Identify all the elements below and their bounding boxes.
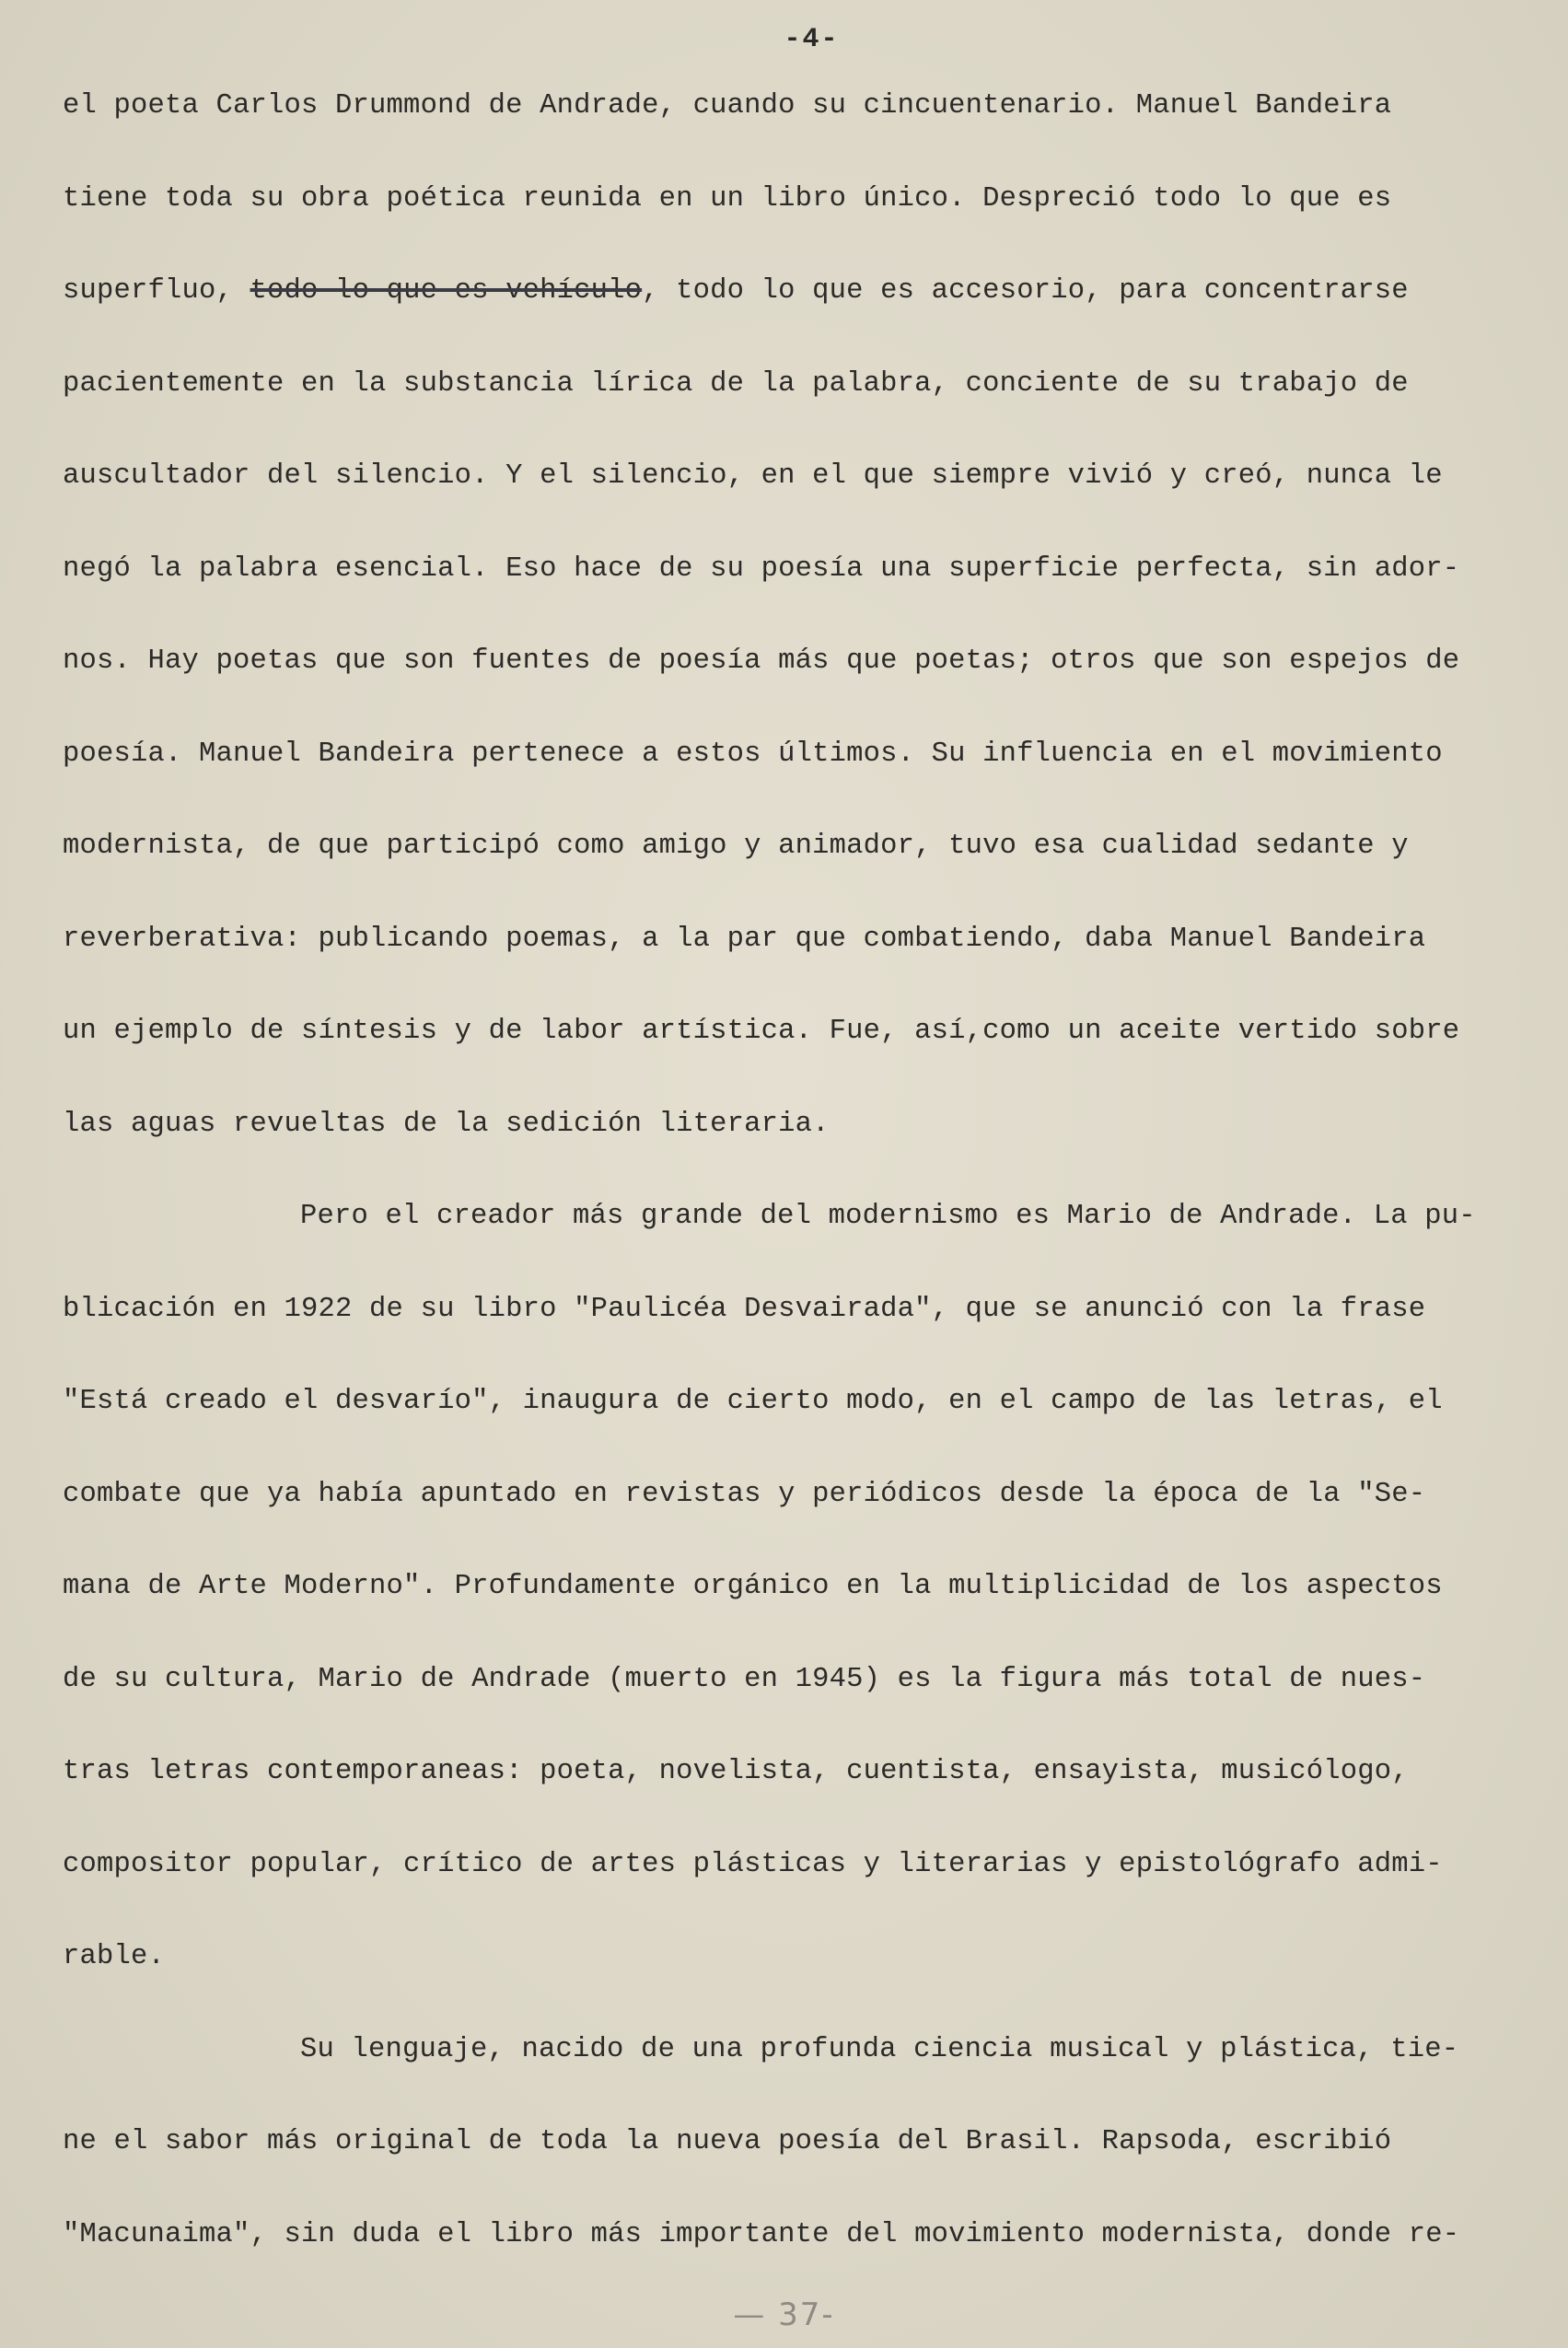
- text-line: reverberativa: publicando poemas, a la par que combatiendo, daba Manuel Bandeira: [63, 923, 1426, 955]
- text-line: rable.: [63, 1941, 166, 1972]
- text-segment: superfluo,: [63, 275, 250, 307]
- text-line: compositor popular, crítico de artes plásticas y literarias y epistológrafo admi-: [63, 1848, 1443, 1880]
- text-line: las aguas revueltas de la sedición literaria.: [63, 1108, 830, 1140]
- page-number: -4-: [784, 24, 840, 55]
- text-line: blicación en 1922 de su libro "Paulicéa Desvairada", que se anunció con la frase: [63, 1293, 1426, 1325]
- text-line: mana de Arte Moderno". Profundamente orgánico en la multiplicidad de los aspectos: [63, 1571, 1443, 1602]
- text-line-with-strikeout: [63, 268, 1563, 361]
- text-line: modernista, de que participó como amigo y animador, tuvo esa cualidad sedante y: [63, 831, 1409, 862]
- struck-out-text: todo lo que es vehículo: [250, 275, 643, 307]
- paragraph-first-line: Pero el creador más grande del modernismo es Mario de Andrade. La pu-: [300, 1201, 1476, 1232]
- text-line: de su cultura, Mario de Andrade (muerto en 1945) es la figura más total de nues-: [63, 1663, 1426, 1695]
- text-line: "Está creado el desvarío", inaugura de cierto modo, en el campo de las letras, el: [63, 1386, 1443, 1417]
- text-line: auscultador del silencio. Y el silencio, en el que siempre vivió y creó, nunca le: [63, 460, 1443, 492]
- text-line: poesía. Manuel Bandeira pertenece a estos últimos. Su influencia en el movimiento: [63, 738, 1443, 770]
- text-line: pacientemente en la substancia lírica de la palabra, conciente de su trabajo de: [63, 367, 1409, 400]
- text-segment: , todo lo que es accesorio, para concentrarse: [642, 275, 1409, 307]
- text-line: combate que ya había apuntado en revistas y periódicos desde la época de la "Se-: [63, 1478, 1426, 1510]
- text-line: el poeta Carlos Drummond de Andrade, cuando su cincuentenario. Manuel Bandeira: [63, 90, 1392, 122]
- text-line: nos. Hay poetas que son fuentes de poesía más que poetas; otros que son espejos de: [63, 645, 1460, 677]
- text-line: tras letras contemporaneas: poeta, novelista, cuentista, ensayista, musicólogo,: [63, 1756, 1409, 1787]
- text-line: "Macunaima", sin duda el libro más importante del movimiento modernista, donde re-: [63, 2218, 1460, 2250]
- text-line: un ejemplo de síntesis y de labor artística. Fue, así,como un aceite vertido sobre: [63, 1016, 1460, 1047]
- archive-page-number: — 37-: [733, 2296, 835, 2333]
- text-line: tiene toda su obra poética reunida en un libro único. Despreció todo lo que es: [63, 182, 1392, 215]
- paragraph-first-line: Su lenguaje, nacido de una profunda ciencia musical y plástica, tie-: [300, 2033, 1459, 2065]
- body-text: [63, 83, 1563, 2304]
- text-line: ne el sabor más original de toda la nueva poesía del Brasil. Rapsoda, escribió: [63, 2126, 1392, 2157]
- text-line: negó la palabra esencial. Eso hace de su poesía una superficie perfecta, sin ador-: [63, 552, 1460, 585]
